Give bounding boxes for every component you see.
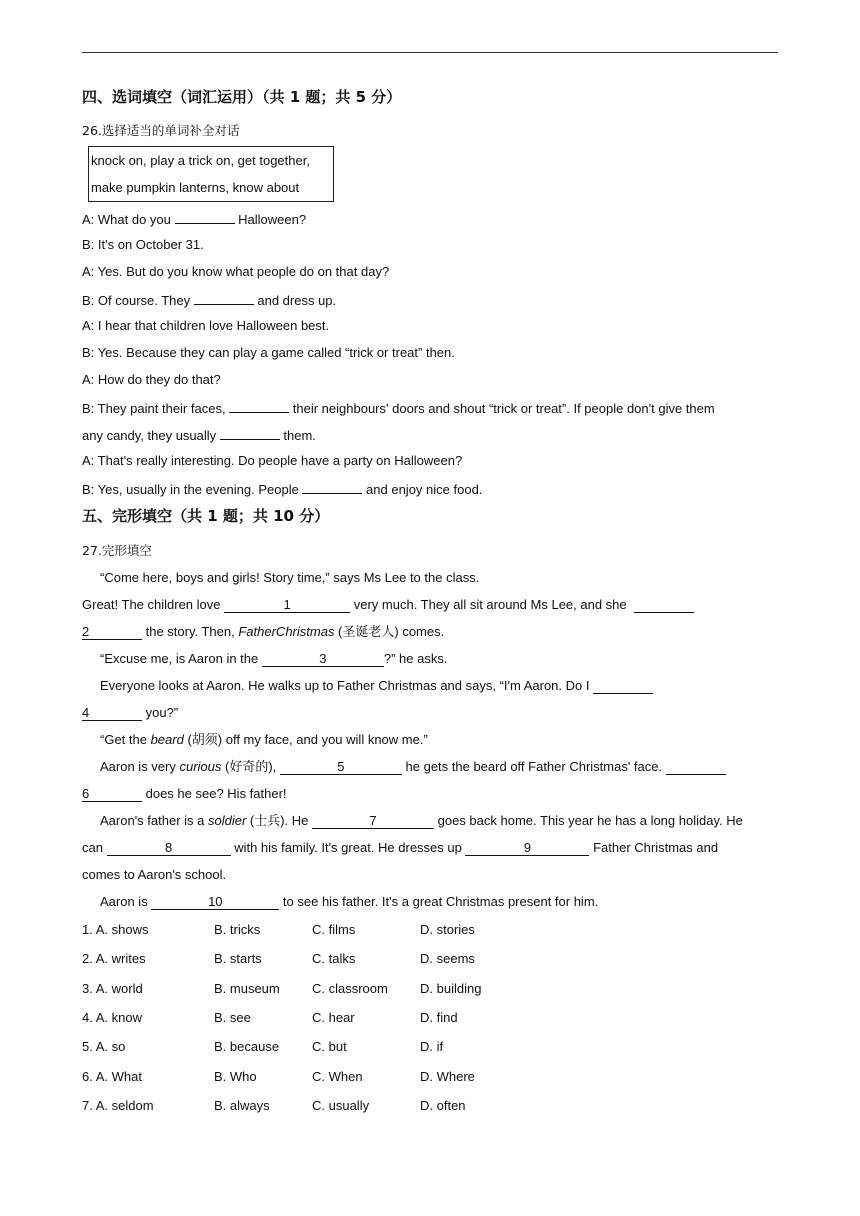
option-6-d[interactable]: D. Where: [420, 1069, 475, 1084]
dialogue-line: B: It's on October 31.: [82, 237, 204, 252]
dialogue-line: A: How do they do that?: [82, 372, 221, 387]
question-title: 27.完形填空: [82, 543, 152, 558]
option-3-c[interactable]: C. classroom: [312, 981, 388, 996]
word-box: [88, 146, 334, 202]
cloze-blank[interactable]: [593, 678, 653, 694]
passage-line: Everyone looks at Aaron. He walks up to Father Christmas and says, “I'm Aaron. Do I: [100, 677, 653, 695]
passage-line: 4 you?”: [82, 705, 179, 720]
option-5-b[interactable]: B. because: [214, 1039, 280, 1054]
passage-line: Aaron is very curious (好奇的), 5 he gets the beard off Father Christmas' face.: [100, 758, 726, 776]
word-box-line: knock on, play a trick on, get together,: [91, 153, 310, 168]
option-3-a[interactable]: 3. A. world: [82, 981, 143, 996]
passage-line: Aaron is 10 to see his father. It's a great Christmas present for him.: [100, 894, 599, 909]
passage-line: Aaron's father is a soldier (士兵). He 7 goes back home. This year he has a long holiday. He: [100, 813, 743, 828]
word-box-line: make pumpkin lanterns, know about: [91, 180, 300, 195]
option-1-b[interactable]: B. tricks: [214, 922, 261, 937]
dialogue-line: B: They paint their faces, their neighbours' doors and shout “trick or treat”. If people don't give them: [82, 398, 715, 418]
cloze-blank[interactable]: 9: [465, 840, 589, 856]
passage-line: 2 the story. Then, FatherChristmas (圣诞老人) comes.: [82, 624, 445, 639]
option-5-a[interactable]: 5. A. so: [82, 1039, 126, 1054]
dialogue-line: B: Yes. Because they can play a game called “trick or treat” then.: [82, 345, 455, 360]
header-rule: [82, 52, 778, 53]
dialogue-line: A: What do you Halloween?: [82, 209, 306, 229]
option-2-d[interactable]: D. seems: [420, 951, 475, 966]
cloze-blank[interactable]: [666, 759, 726, 775]
option-7-c[interactable]: C. usually: [312, 1098, 370, 1113]
dialogue-line: A: Yes. But do you know what people do on that day?: [82, 264, 390, 279]
option-3-d[interactable]: D. building: [420, 981, 482, 996]
dialogue-line: B: Yes, usually in the evening. People and enjoy nice food.: [82, 479, 482, 499]
option-2-c[interactable]: C. talks: [312, 951, 356, 966]
option-7-b[interactable]: B. always: [214, 1098, 270, 1113]
option-1-a[interactable]: 1. A. shows: [82, 922, 149, 937]
answer-blank[interactable]: [175, 209, 235, 224]
section-heading: 五、完形填空（共 1 题；共 10 分）: [82, 507, 330, 525]
cloze-blank[interactable]: 8: [107, 840, 231, 856]
option-4-c[interactable]: C. hear: [312, 1010, 355, 1025]
passage-line: 6 does he see? His father!: [82, 786, 287, 801]
option-4-a[interactable]: 4. A. know: [82, 1010, 142, 1025]
option-3-b[interactable]: B. museum: [214, 981, 280, 996]
option-6-c[interactable]: C. When: [312, 1069, 363, 1084]
answer-blank[interactable]: [220, 425, 280, 440]
passage-line: “Get the beard (胡须) off my face, and you will know me.”: [100, 732, 428, 747]
dialogue-line: A: I hear that children love Halloween best.: [82, 318, 330, 333]
cloze-blank[interactable]: 6: [82, 786, 142, 802]
option-6-b[interactable]: B. Who: [214, 1069, 257, 1084]
dialogue-line: any candy, they usually them.: [82, 425, 316, 445]
option-7-d[interactable]: D. often: [420, 1098, 466, 1113]
answer-blank[interactable]: [229, 398, 289, 413]
passage-line: “Excuse me, is Aaron in the 3 ?” he asks.: [100, 651, 448, 666]
question-title: 26.选择适当的单词补全对话: [82, 123, 240, 138]
passage-line: “Come here, boys and girls! Story time,” says Ms Lee to the class.: [100, 570, 480, 585]
option-5-c[interactable]: C. but: [312, 1039, 347, 1054]
cloze-blank[interactable]: 3: [262, 651, 384, 667]
cloze-blank[interactable]: 5: [280, 759, 402, 775]
cloze-blank[interactable]: 10: [151, 894, 279, 910]
option-2-a[interactable]: 2. A. writes: [82, 951, 146, 966]
option-1-d[interactable]: D. stories: [420, 922, 475, 937]
passage-line: Great! The children love 1 very much. They all sit around Ms Lee, and she: [82, 596, 694, 614]
passage-line: can 8 with his family. It's great. He dresses up 9 Father Christmas and: [82, 840, 719, 855]
dialogue-line: B: Of course. They and dress up.: [82, 290, 336, 310]
option-6-a[interactable]: 6. A. What: [82, 1069, 142, 1084]
cloze-blank[interactable]: [634, 597, 694, 613]
section-heading: 四、选词填空（词汇运用）（共 1 题；共 5 分）: [82, 88, 402, 106]
cloze-blank[interactable]: 4: [82, 705, 142, 721]
option-1-c[interactable]: C. films: [312, 922, 356, 937]
passage-line: comes to Aaron's school.: [82, 867, 227, 882]
option-2-b[interactable]: B. starts: [214, 951, 262, 966]
answer-blank[interactable]: [194, 290, 254, 305]
option-4-b[interactable]: B. see: [214, 1010, 251, 1025]
dialogue-line: A: That's really interesting. Do people have a party on Halloween?: [82, 453, 463, 468]
answer-blank[interactable]: [302, 479, 362, 494]
option-5-d[interactable]: D. if: [420, 1039, 444, 1054]
cloze-blank[interactable]: 1: [224, 597, 350, 613]
cloze-blank[interactable]: 2: [82, 624, 142, 640]
option-4-d[interactable]: D. find: [420, 1010, 458, 1025]
cloze-blank[interactable]: 7: [312, 813, 434, 829]
option-7-a[interactable]: 7. A. seldom: [82, 1098, 154, 1113]
